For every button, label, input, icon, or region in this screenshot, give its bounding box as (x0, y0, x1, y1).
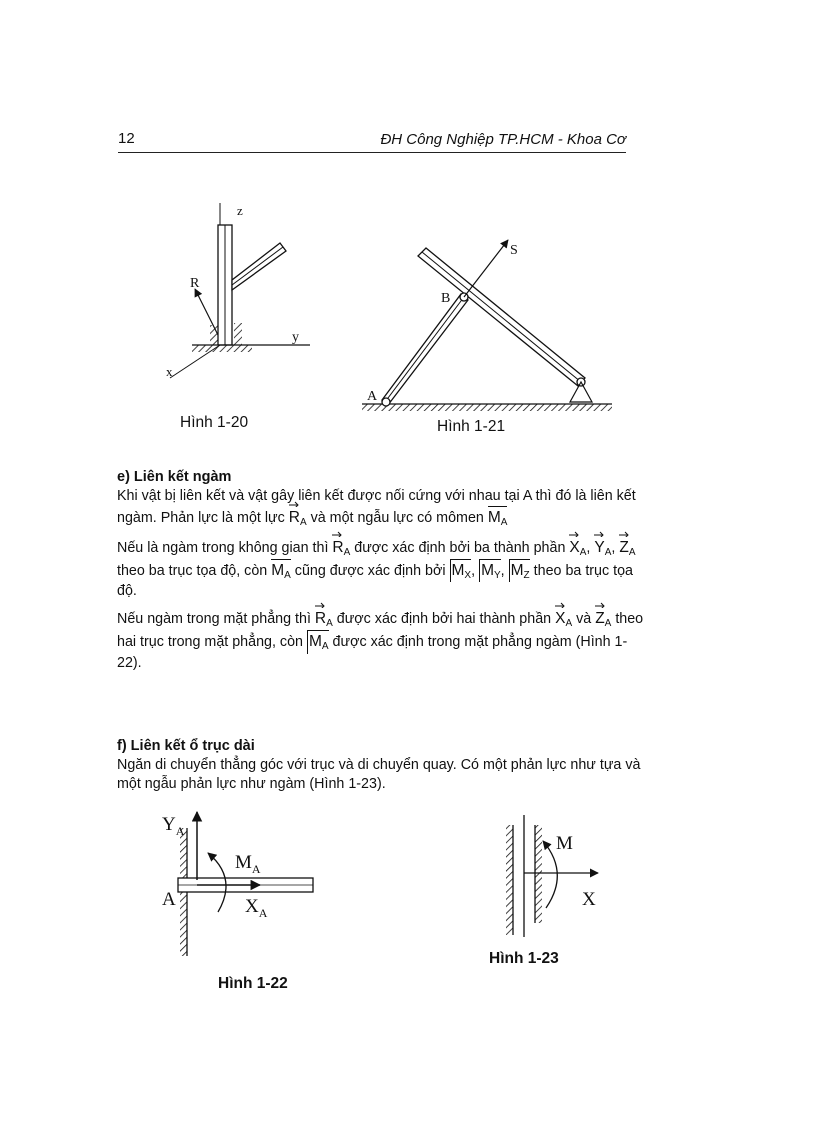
label-B: B (441, 291, 451, 306)
svg-text:YA: $Y_A$ (162, 814, 185, 838)
caption-1-21: Hình 1-21 (437, 418, 506, 435)
section-f (117, 737, 647, 794)
figure-1-22 (160, 808, 330, 963)
branch-bar (232, 243, 286, 290)
label-x: x (166, 364, 173, 379)
joint-A (382, 398, 390, 406)
running-title: ĐH Công Nghiệp TP.HCM - Khoa Cơ (380, 131, 626, 148)
caption-1-22: Hình 1-22 (218, 975, 288, 992)
figure-1-20 (150, 195, 330, 385)
section-e (117, 468, 647, 673)
figure-1-21 (350, 230, 630, 420)
ground-hatch (192, 345, 252, 352)
section-e-paragraph-3: Nếu ngàm trong mặt phẳng thì $R_A$ được xác định bởi hai thành phần $X_A$ và $Z_A$ theo hai trục trong mặt phẳng, còn $M_A$ được xác định trong mặt phẳng ngàm (Hình 1-22). (117, 607, 647, 673)
bearing-right-hatch (535, 825, 542, 923)
page-number: 12 (118, 130, 135, 147)
label-MA: M (235, 852, 252, 873)
label-S: S (510, 243, 518, 258)
label-y: y (292, 330, 299, 345)
label-R: R (190, 276, 200, 291)
figure-1-23 (498, 815, 628, 940)
label-z: z (237, 203, 243, 218)
moment-M-A: $M_A$ (488, 506, 508, 529)
ground-hatch (362, 404, 612, 411)
caption-1-20: Hình 1-20 (180, 414, 249, 431)
bearing-left-hatch (506, 825, 513, 935)
reaction-arrow-R (195, 289, 218, 335)
label-XA: X (245, 896, 259, 917)
label-X: X (582, 889, 596, 910)
section-e-paragraph-2: Nếu là ngàm trong không gian thì $R_A$ được xác định bởi ba thành phần $X_A$, $Y_A$, $Z_A$ theo ba trục tọa độ, còn $M_A$ cũng được xác định bởi $M_X$, $M_Y$, $M_Z$ theo ba trục tọa độ. (117, 536, 647, 602)
section-f-paragraph: Ngăn di chuyển thẳng góc với trục và di chuyển quay. Có một phản lực như tựa và một ngẫu phản lực như ngàm (Hình 1-23). (117, 757, 641, 793)
label-A: A (162, 889, 176, 910)
svg-text:MA: $M_A$ (235, 852, 261, 876)
caption-1-23: Hình 1-23 (489, 950, 559, 967)
section-e-heading: e) Liên kết ngàm (117, 469, 232, 485)
label-A: A (367, 389, 378, 404)
label-YA: Y (162, 814, 176, 835)
vector-R-A: $R_A$ (289, 506, 307, 529)
label-M: M (556, 833, 573, 854)
page-header (118, 130, 626, 153)
right-wall-hatch (234, 323, 242, 345)
svg-text:XA: $X_A$ (245, 896, 268, 920)
force-S-arrow (464, 240, 508, 297)
section-f-heading: f) Liên kết ổ trục dài (117, 738, 255, 754)
section-e-paragraph-1: Khi vật bị liên kết và vật gây liên kết được nối cứng với nhau tại A thì đó là liên kết ngàm. Phản lực là một lực $R_A$ và một ngẫu lực có mômen $M_A$ (117, 488, 636, 529)
